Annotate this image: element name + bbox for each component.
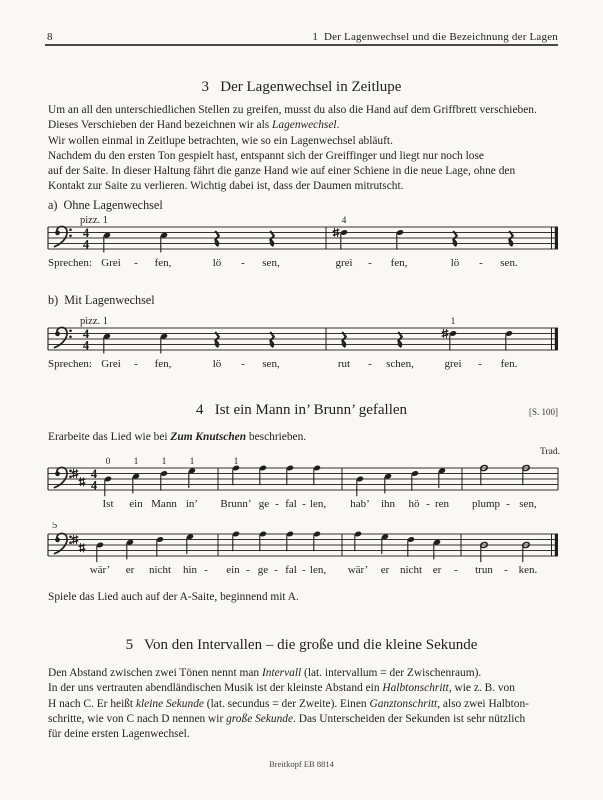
text-line: auf der Saite. In dieser Haltung fährt die ganze Hand wie auf einer Schiene in die neue Lage, ohne den [48, 165, 516, 178]
svg-text:-: - [506, 498, 510, 510]
svg-text:-: - [302, 564, 306, 576]
svg-text:1: 1 [133, 457, 139, 467]
staff-exercise-a [0, 215, 603, 277]
section-4-intro [48, 430, 563, 445]
svg-text:4: 4 [90, 478, 98, 493]
svg-text:sen.: sen. [500, 257, 518, 269]
svg-text:er: er [432, 564, 442, 576]
text-line: Um an all den unterschiedlichen Stellen zu greifen, musst du also die Hand auf dem Griffbrett verschieben. [48, 104, 537, 116]
svg-text:-: - [368, 257, 372, 269]
svg-text:-: - [134, 358, 138, 370]
section-3-title: 3 Der Lagenwechsel in Zeitlupe [201, 79, 402, 95]
svg-text:Grei: Grei [101, 358, 121, 370]
svg-text:Brunn’: Brunn’ [220, 498, 252, 510]
svg-text:grei: grei [335, 257, 353, 269]
svg-text:-: - [204, 564, 208, 576]
svg-text:4: 4 [90, 466, 98, 481]
svg-text:wär’: wär’ [89, 564, 111, 576]
text-line: H nach C. Er heißt kleine Sekunde (lat. secundus = der Zweite). Einen Ganztonschritt, also zwei Halbton- [48, 697, 529, 710]
svg-text:0: 0 [105, 457, 111, 467]
text-line: Nachdem du den ersten Ton gespielt hast, entspannt sich der Greiffinger und liegt nur noch lose [48, 149, 484, 162]
svg-text:fal: fal [285, 564, 297, 576]
exercise-b-label: b) Mit Lagenwechsel [48, 293, 155, 307]
svg-text:len,: len, [309, 564, 327, 576]
svg-text:4: 4 [341, 216, 347, 226]
text-line: In der uns vertrauten abendländischen Musik ist der kleinste Abstand ein Halbtonschritt, wie z. B. von [48, 682, 515, 695]
svg-text:1: 1 [450, 317, 456, 327]
composer-credit: Trad. [540, 447, 560, 457]
svg-text:-: - [479, 257, 483, 269]
svg-text:er: er [125, 564, 135, 576]
song-line-1 [0, 456, 603, 518]
svg-text:rut: rut [337, 358, 351, 370]
svg-text:sen,: sen, [262, 358, 280, 370]
section-4-outro [48, 590, 563, 605]
svg-text:fen,: fen, [390, 257, 408, 269]
text-line: Den Abstand zwischen zwei Tönen nennt man Intervall (lat. intervallum = der Zwischenraum). [48, 667, 482, 679]
svg-text:4: 4 [82, 326, 90, 341]
svg-text:lö: lö [450, 257, 460, 269]
svg-text:len,: len, [309, 498, 327, 510]
svg-text:4: 4 [82, 225, 90, 240]
song-line-2 [0, 522, 603, 584]
svg-text:4: 4 [82, 338, 90, 353]
svg-text:Mann: Mann [151, 498, 177, 510]
svg-text:pizz. 1: pizz. 1 [80, 215, 108, 226]
svg-text:nicht: nicht [149, 564, 171, 576]
svg-text:Sprechen:: Sprechen: [48, 257, 92, 269]
svg-text:ren: ren [434, 498, 450, 510]
svg-text:-: - [426, 498, 430, 510]
svg-text:hin: hin [182, 564, 198, 576]
svg-text:hab’: hab’ [350, 498, 370, 510]
svg-text:trun: trun [475, 564, 493, 576]
svg-text:fal: fal [285, 498, 297, 510]
section-4-title: 4 Ist ein Mann in’ Brunn’ gefallen [195, 402, 408, 418]
section-3-paragraph [48, 103, 563, 195]
svg-text:-: - [246, 564, 250, 576]
text-line: Spiele das Lied auch auf der A-Saite, beginnend mit A. [48, 591, 299, 603]
svg-text:hö: hö [408, 498, 420, 510]
svg-text:fen.: fen. [500, 358, 518, 370]
svg-text:fen,: fen, [154, 257, 172, 269]
page-reference: [S. 100] [529, 407, 558, 417]
imprint: Breitkopf EB 8814 [269, 759, 334, 769]
text-line: schritte, wie von C nach D nennen wir große Sekunde. Das Unterscheiden der Sekunden ist sehr nützlich [48, 712, 526, 725]
svg-text:Grei: Grei [101, 257, 121, 269]
text-line: für deine ersten Lagenwechsel. [48, 728, 190, 741]
svg-text:1: 1 [189, 457, 195, 467]
svg-text:nicht: nicht [400, 564, 422, 576]
text-line: Wir wollen einmal in Zeitlupe betrachten, wie so ein Lagenwechsel abläuft. [48, 134, 393, 147]
section-5-title: 5 Von den Intervallen – die große und die kleine Sekunde [125, 637, 478, 653]
svg-text:ihn: ihn [380, 498, 396, 510]
page-number: 8 [47, 31, 53, 43]
svg-text:er: er [380, 564, 390, 576]
svg-text:-: - [241, 257, 245, 269]
svg-text:in’: in’ [185, 498, 199, 510]
svg-text:ein: ein [129, 498, 143, 510]
svg-text:1: 1 [161, 457, 167, 467]
svg-text:ken.: ken. [518, 564, 538, 576]
svg-text:Sprechen:: Sprechen: [48, 358, 92, 370]
svg-text:1: 1 [233, 457, 239, 467]
svg-text:schen,: schen, [386, 358, 414, 370]
svg-text:wär’: wär’ [347, 564, 369, 576]
svg-text:ein: ein [226, 564, 240, 576]
svg-text:-: - [368, 358, 372, 370]
svg-text:5: 5 [52, 522, 58, 531]
exercise-a-label: a) Ohne Lagenwechsel [48, 198, 163, 212]
svg-text:ge: ge [258, 498, 270, 510]
staff-exercise-b [0, 316, 603, 378]
svg-text:-: - [504, 564, 508, 576]
svg-text:fen,: fen, [154, 358, 172, 370]
svg-text:pizz. 1: pizz. 1 [80, 316, 108, 327]
section-5-paragraph [48, 666, 563, 742]
text-line: Dieses Verschieben der Hand bezeichnen wir als Lagenwechsel. [48, 119, 340, 132]
svg-text:-: - [302, 498, 306, 510]
svg-text:sen,: sen, [262, 257, 280, 269]
svg-text:ge: ge [257, 564, 269, 576]
svg-text:lö: lö [212, 358, 222, 370]
text-line: Kontakt zur Saite zu verlieren. Wichtig dabei ist, dass der Daumen mitrutscht. [48, 180, 404, 193]
svg-text:lö: lö [212, 257, 222, 269]
svg-text:plump: plump [471, 498, 501, 510]
running-header: 1 Der Lagenwechsel und die Bezeichnung der Lagen [312, 31, 558, 43]
svg-text:-: - [134, 257, 138, 269]
svg-text:4: 4 [82, 237, 90, 252]
svg-text:-: - [274, 564, 278, 576]
svg-text:Ist: Ist [102, 498, 114, 510]
text-line: Erarbeite das Lied wie bei Zum Knutschen beschrieben. [48, 431, 307, 443]
svg-text:-: - [241, 358, 245, 370]
svg-text:-: - [275, 498, 279, 510]
header-rule [45, 44, 558, 46]
svg-text:-: - [454, 564, 458, 576]
svg-text:grei: grei [444, 358, 462, 370]
svg-text:-: - [478, 358, 482, 370]
svg-text:sen,: sen, [519, 498, 537, 510]
